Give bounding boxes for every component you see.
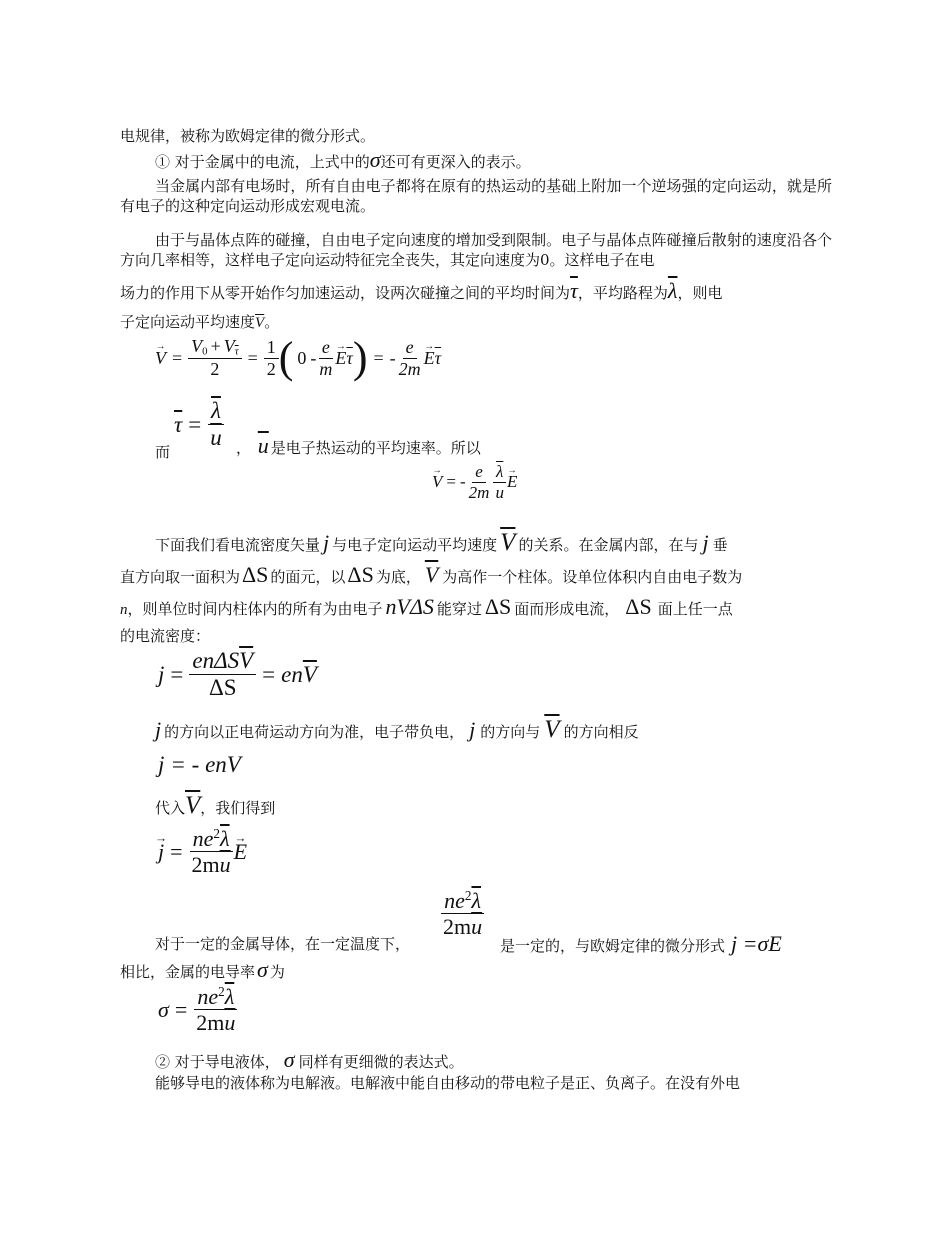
- text-span: 代入: [155, 799, 186, 817]
- text-span: 同样有更细微的表达式。: [298, 1053, 464, 1071]
- superscript: 2: [213, 826, 221, 842]
- lambda-symbol: $\overline{\lambda}$: [667, 278, 678, 303]
- minus-sign: -: [459, 472, 466, 492]
- text-span: 能穿过: [436, 600, 482, 618]
- j-vector: → j: [158, 839, 164, 865]
- text-span: 场力的作用下从零开始作匀加速运动，设两次碰撞之间的平均时间为: [120, 284, 571, 302]
- numerator: $\overline{\lambda}$: [493, 462, 506, 483]
- j-symbol: j: [158, 661, 165, 687]
- text-span: ① 对于金属中的电流，上式中的: [155, 153, 370, 171]
- denominator: 2m: [196, 1010, 225, 1036]
- text-span: ，平均路程为: [577, 284, 668, 302]
- fraction: [189, 826, 234, 878]
- equals-sign: =: [170, 838, 183, 864]
- v-symbol: $\overline{V}$: [185, 792, 201, 819]
- equals-sign: =: [446, 472, 456, 492]
- j-symbol: j: [469, 717, 476, 742]
- right-paren: ): [352, 333, 368, 382]
- text-span: 的方向与: [480, 723, 541, 741]
- n-v-delta-s: nVΔS: [385, 594, 434, 619]
- text-span: 是电子热运动的平均速率。所以: [270, 439, 481, 457]
- tau-symbol: $\overline{\tau}$: [570, 278, 578, 303]
- delta-s-symbol: ΔS: [625, 594, 652, 619]
- text-span: 下面我们看电流密度矢量: [155, 536, 321, 554]
- numerator: e: [472, 462, 486, 483]
- text-line: [120, 957, 285, 982]
- text-line: [236, 433, 481, 458]
- e-vector: → E: [424, 348, 435, 369]
- denominator: m: [319, 358, 333, 379]
- numerator: e: [403, 337, 417, 359]
- denominator: 2m: [191, 852, 220, 878]
- sigma-symbol: σ: [283, 1047, 295, 1072]
- text-span: 子定向运动平均速度: [120, 313, 256, 331]
- sigma-symbol: σ: [257, 957, 268, 982]
- equation-conductivity: [158, 984, 238, 1036]
- v-symbol: $\overline{V}$: [302, 661, 317, 687]
- paragraph: 由于与晶体点阵的碰撞，自由电子定向速度的增加受到限制。电子与晶体点阵碰撞后散射的速度沿各个方向几率相等，这样电子定向运动特征完全丧失，其定向速度为0。这样电子在电: [120, 231, 832, 269]
- text-line: 电规律，被称为欧姆定律的微分形式。: [120, 127, 376, 145]
- text-span: 的方向以正电荷运动方向为准，电子带负电，: [164, 723, 465, 741]
- equals-sign: =: [172, 347, 183, 368]
- text-span: 的方向相反: [563, 723, 639, 741]
- text-line: [500, 931, 782, 956]
- text-span: 垂: [712, 536, 728, 554]
- text-line: [155, 147, 531, 172]
- denominator: u: [495, 482, 504, 502]
- equation-j-vector: [158, 826, 247, 878]
- text-span: 直方向取一面积为: [120, 568, 241, 586]
- e-vector: → E: [234, 839, 247, 865]
- tau-symbol: $\overline{\tau}$: [434, 347, 442, 368]
- text-span: ② 对于导电液体，: [155, 1053, 280, 1071]
- v-vector: → V: [432, 472, 442, 492]
- j-symbol: j: [323, 530, 330, 555]
- left-paren: (: [278, 333, 294, 382]
- v-symbol: $\overline{V}$: [544, 716, 560, 743]
- text-line: [155, 1047, 464, 1072]
- minus-sign: -: [389, 347, 396, 368]
- text-line: [120, 594, 733, 620]
- j-symbol: j: [702, 530, 709, 555]
- j-symbol: j: [158, 752, 165, 777]
- fraction: [492, 462, 507, 502]
- v0-symbol: V: [191, 336, 203, 357]
- equals-sign: =: [262, 661, 276, 687]
- text-line: [120, 562, 743, 587]
- lambda-symbol: $\overline{\lambda}$: [471, 888, 481, 913]
- numerator: e: [319, 337, 333, 359]
- delta-s-symbol: ΔS: [242, 562, 269, 587]
- denominator: ΔS: [208, 675, 237, 701]
- superscript: 2: [218, 984, 225, 1000]
- lambda-symbol: $\overline{\lambda}$: [224, 984, 235, 1009]
- u-symbol: $\overline{u}$: [224, 1010, 236, 1036]
- equation-rhs: = - enV: [170, 752, 241, 777]
- zero: 0: [297, 347, 307, 368]
- equals-sign: =: [174, 996, 188, 1022]
- denominator: 2m: [443, 914, 472, 940]
- text-span: 还可有更深入的表示。: [380, 153, 531, 171]
- subscript: τ: [234, 345, 239, 358]
- text-span: 为底，: [375, 568, 421, 586]
- v-vector: → V: [155, 348, 166, 369]
- text-span: 为高作一个柱体。设单位体积内自由电子数为: [442, 568, 743, 586]
- text-line: [155, 792, 276, 819]
- delta-s-symbol: ΔS: [347, 562, 374, 587]
- n-symbol: n: [120, 602, 128, 618]
- equation-current-density: [158, 648, 317, 702]
- fraction: [466, 462, 493, 502]
- fraction: [264, 337, 279, 379]
- v-symbol: $\overline{V}$: [239, 648, 254, 673]
- numerator: enΔS: [192, 648, 240, 673]
- text-span: 相比，金属的电导率: [120, 963, 256, 981]
- text-span: 的面元，以: [270, 568, 346, 586]
- ne-symbol: ne: [444, 888, 465, 913]
- fraction: [193, 984, 238, 1036]
- fraction: [396, 337, 424, 379]
- equation-velocity: [155, 333, 442, 382]
- fraction: [188, 336, 241, 380]
- delta-s-symbol: ΔS: [484, 594, 512, 619]
- v-symbol: $\overline{V}$: [255, 315, 265, 331]
- ne-symbol: ne: [197, 984, 219, 1009]
- v-symbol: $\overline{V}$: [424, 562, 439, 587]
- ne-symbol: ne: [192, 826, 214, 851]
- en-symbol: en: [281, 661, 303, 687]
- equals-sign: =: [373, 347, 384, 368]
- text-span: ，则单位时间内柱体内的所有为由电子: [127, 600, 383, 618]
- text-span: 的关系。在金属内部，在与: [518, 536, 699, 554]
- text-line: [155, 716, 639, 743]
- lambda-symbol: $\overline{\lambda}$: [220, 826, 230, 851]
- fraction: [440, 888, 485, 940]
- superscript: 2: [464, 888, 472, 904]
- equation-velocity-final: [432, 462, 517, 502]
- equation-j-negative: [158, 752, 241, 778]
- u-symbol: $\overline{u}$: [471, 914, 483, 940]
- sigma-symbol: σ: [369, 147, 381, 172]
- text-line: 能够导电的液体称为电解液。电解液中能自由移动的带电粒子是正、负离子。在没有外电: [155, 1074, 741, 1092]
- text-span: 与电子定向运动平均速度: [332, 536, 498, 554]
- fraction: [316, 337, 335, 379]
- ohm-law-formula: j =σE: [731, 931, 782, 956]
- sigma-symbol: σ: [158, 996, 169, 1022]
- text-span: 为: [269, 963, 285, 981]
- text-span: 面而形成电流，: [514, 600, 620, 618]
- text-line: [120, 278, 723, 303]
- plus-sign: +: [210, 336, 221, 357]
- text-line: 的电流密度：: [120, 627, 211, 645]
- j-symbol: j: [155, 717, 162, 742]
- numerator: $\overline{\lambda}$: [208, 398, 224, 425]
- u-symbol: $\overline{u}$: [257, 433, 269, 458]
- text-line: [120, 312, 279, 333]
- v-symbol: V: [223, 336, 235, 357]
- equals-sign: =: [188, 411, 202, 437]
- text-line: [155, 529, 728, 556]
- tau-symbol: $\overline{\tau}$: [346, 347, 353, 368]
- equals-sign: =: [247, 347, 258, 368]
- text-span: 面上任一点: [657, 600, 733, 618]
- equation-tau: [174, 398, 225, 452]
- text-span: ，: [236, 439, 252, 457]
- fraction: [207, 398, 225, 452]
- minus-sign: -: [310, 347, 317, 368]
- text-line: 对于一定的金属导体，在一定温度下，: [155, 935, 411, 953]
- text-span: 是一定的，与欧姆定律的微分形式: [500, 937, 726, 955]
- tau-symbol: $\overline{\tau}$: [174, 411, 183, 437]
- denominator: 2: [266, 358, 276, 379]
- fraction: [189, 648, 256, 702]
- denominator: u: [210, 425, 222, 451]
- denominator: 2m: [398, 358, 421, 379]
- e-vector: → E: [507, 472, 517, 492]
- equals-sign: =: [170, 661, 184, 687]
- v-symbol: $\overline{V}$: [500, 529, 516, 556]
- numerator: 1: [264, 337, 279, 359]
- e-vector: → E: [335, 348, 346, 369]
- subscript: 0: [202, 345, 208, 358]
- text-span: ，我们得到: [200, 799, 276, 817]
- text-span: ，则电: [677, 284, 723, 302]
- paragraph: 当金属内部有电场时，所有自由电子都将在原有的热运动的基础上附加一个逆场强的定向运动，就是所有电子的这种定向运动形成宏观电流。: [120, 177, 832, 215]
- u-symbol: $\overline{u}$: [219, 852, 231, 878]
- denominator: 2: [210, 359, 220, 380]
- text-line: 而: [155, 443, 171, 461]
- text-span: 。: [264, 313, 280, 331]
- equation-inline-fraction: [440, 888, 485, 940]
- denominator: 2m: [468, 482, 490, 502]
